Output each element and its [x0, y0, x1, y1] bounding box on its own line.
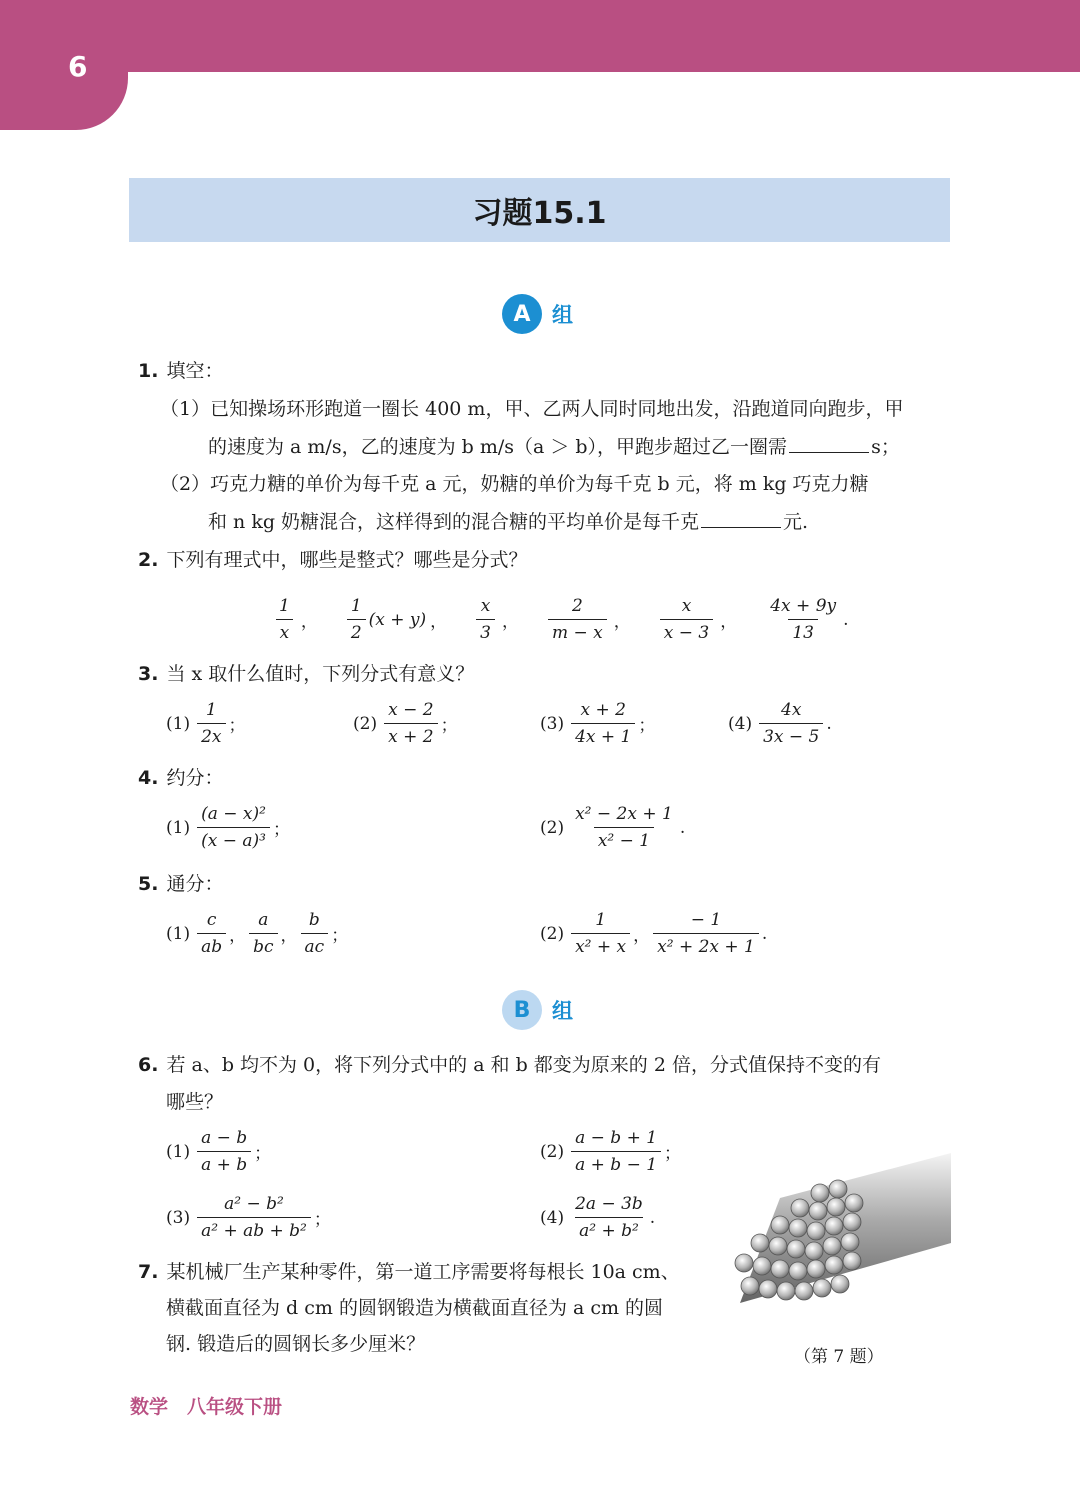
q2-fraction-2-tail: (x + y) [368, 609, 427, 630]
q1-number: 1. [138, 360, 159, 382]
q2-fraction-5: $\frac{x}{x - 3}$ [660, 594, 713, 645]
q4-item-1: (1) $\frac{\text{(a − x)²}}{\text{(x − a)³}}$ ； [166, 804, 290, 851]
q5-item-1: (1) $\frac{c}{ab}$ ， $\frac{a}{bc}$ ， $\frac{b}{ac}$ ； [166, 910, 349, 957]
q2-heading [138, 547, 527, 573]
q6-line2: 哪些？ [166, 1091, 224, 1113]
page-number: 6 [68, 50, 88, 83]
q4-text: 约分： [166, 767, 224, 789]
group-b-heading [502, 990, 573, 1030]
figure-caption: （第 7 题） [794, 1347, 884, 1367]
answer-blank[interactable] [789, 434, 869, 453]
q3-item-3: (3) $\frac{x + 2}{4x + 1}$ ； [540, 700, 656, 747]
q6-item-3: (3) $\frac{\text{a² − b²}}{\text{a² + ab + b²}}$ ； [166, 1194, 331, 1241]
q7-line2: 横截面直径为 d cm 的圆钢锻造为横截面直径为 a cm 的圆 [166, 1297, 664, 1319]
book-footer: 数学 八年级下册 [130, 1396, 283, 1418]
q2-fraction-1: $\frac{1}{x}$ [275, 594, 294, 645]
q1-part2-line1: （2）巧克力糖的单价为每千克 a 元，奶糖的单价为每千克 b 元，将 m kg 巧克力糖 [160, 473, 869, 495]
q2-number: 2. [138, 549, 159, 571]
q1-part2-line2-text: 和 n kg 奶糖混合，这样得到的混合糖的平均单价是每千克 [208, 511, 700, 533]
q7-text: 某机械厂生产某种零件，第一道工序需要将每根长 10a cm、 [166, 1261, 680, 1283]
q2-fraction-2: $\frac{1}{2}$ [347, 594, 366, 645]
q5-heading [138, 871, 223, 897]
q5-text: 通分： [166, 873, 224, 895]
q5-item-2: (2) $\frac{1}{\text{x² + x}}$ ， $\frac{- 1}{\text{x² + 2x + 1}}$ . [540, 910, 768, 957]
group-a-heading [502, 294, 573, 334]
answer-blank[interactable] [701, 509, 781, 528]
q1-part1-line1: （1）已知操场环形跑道一圈长 400 m，甲、乙两人同时同地出发，沿跑道同向跑步，甲 [160, 398, 904, 420]
q1-text: 填空： [166, 360, 224, 382]
header-band [0, 0, 1080, 72]
q2-expressions: $\frac{1}{x}$ ， $\frac{1}{2}$ (x + y) ， $\frac{x}{3}$ ， $\frac{2}{m - x}$ ， $\frac{x}{x - 3}$ ， $\frac{4x + 9y}{13}$ . [272, 594, 849, 645]
q3-item-4: (4) $\frac{4x}{3x - 5}$ . [728, 700, 832, 747]
q4-number: 4. [138, 767, 159, 789]
q1-part1-line2-text: 的速度为 a m/s，乙的速度为 b m/s（a ＞ b），甲跑步超过乙一圈需 [208, 436, 788, 458]
q7-number: 7. [138, 1261, 159, 1283]
q7-line1 [138, 1259, 680, 1285]
q6-line1 [138, 1052, 881, 1078]
q7-line3: 钢. 锻造后的圆钢长多少厘米？ [166, 1333, 426, 1355]
q3-text: 当 x 取什么值时，下列分式有意义？ [166, 663, 475, 685]
q3-number: 3. [138, 663, 159, 685]
q1-part1-line2 [208, 434, 900, 460]
q2-fraction-3: $\frac{x}{3}$ [476, 594, 495, 645]
group-a-badge: A [502, 294, 542, 334]
q1-part2-line2 [208, 509, 808, 535]
q4-item-2: (2) $\frac{\text{x² − 2x + 1}}{\text{x² − 1}}$ . [540, 804, 686, 851]
q1-heading [138, 358, 223, 384]
q3-item-1: (1) $\frac{1}{2x}$ ； [166, 700, 246, 747]
q6-item-1: (1) $\frac{a - b}{a + b}$ ； [166, 1128, 272, 1175]
q2-fraction-6: $\frac{4x + 9y}{13}$ [770, 596, 837, 643]
steel-bars-photo [720, 1153, 951, 1328]
exercise-title: 习题15.1 [472, 196, 607, 231]
q4-heading [138, 765, 223, 791]
q5-number: 5. [138, 873, 159, 895]
q2-fraction-4: $\frac{2}{m - x}$ [548, 594, 607, 645]
group-a-label: 组 [552, 303, 573, 327]
q6-item-2: (2) $\frac{a - b + 1}{a + b - 1}$ ； [540, 1128, 682, 1175]
q1-part1-unit: s； [871, 436, 900, 458]
group-b-badge: B [502, 990, 542, 1030]
q6-number: 6. [138, 1054, 159, 1076]
exercise-title-bar [129, 178, 950, 242]
q3-heading [138, 661, 474, 687]
q6-text: 若 a、b 均不为 0，将下列分式中的 a 和 b 都变为原来的 2 倍，分式值保持不变的有 [166, 1054, 881, 1076]
q1-part2-unit: 元. [783, 511, 809, 533]
q2-text: 下列有理式中，哪些是整式？哪些是分式？ [166, 549, 528, 571]
q6-item-4: (4) $\frac{2a - 3b}{\text{a² + b²}}$ . [540, 1194, 656, 1241]
page-tab [0, 0, 128, 130]
q3-item-2: (2) $\frac{x - 2}{x + 2}$ ； [353, 700, 458, 747]
group-b-label: 组 [552, 999, 573, 1023]
